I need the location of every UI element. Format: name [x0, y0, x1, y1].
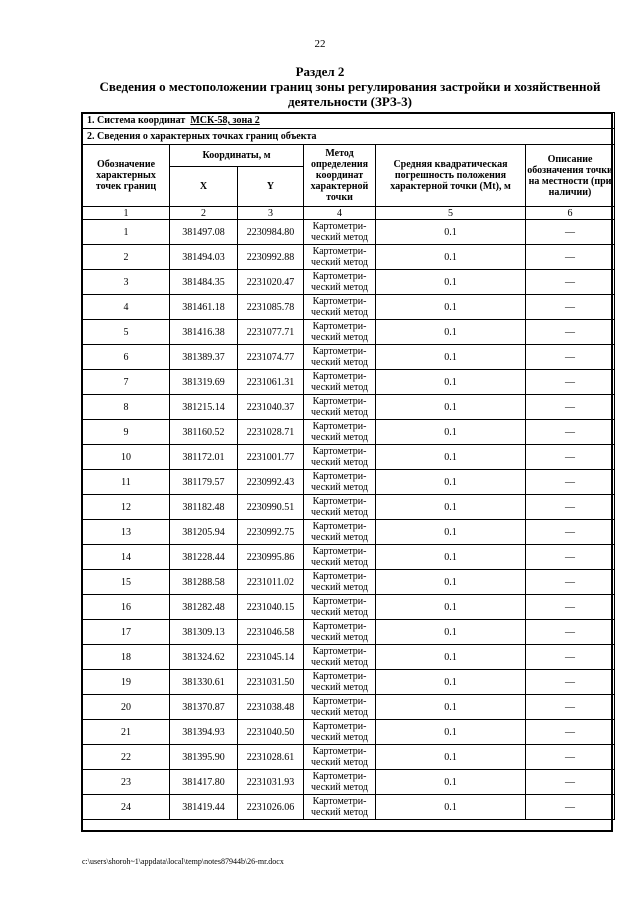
- coord-y-cell: 2231077.71: [238, 320, 304, 345]
- coord-y-cell: 2231028.71: [238, 420, 304, 445]
- error-cell: 0.1: [376, 595, 526, 620]
- table-row: [83, 720, 615, 745]
- method-cell: Картометри-ческий метод: [304, 520, 376, 545]
- footer-file-path: c:\users\shoroh~1\appdata\local\temp\notes87944b\26-mr.docx: [82, 857, 284, 866]
- coord-y-cell: 2231074.77: [238, 345, 304, 370]
- coord-x-cell: 381370.87: [170, 695, 238, 720]
- point-number-cell: 2: [83, 245, 170, 270]
- error-cell: 0.1: [376, 770, 526, 795]
- coord-y-cell: 2231040.37: [238, 395, 304, 420]
- table-row: [83, 695, 615, 720]
- coord-x-cell: 381419.44: [170, 795, 238, 820]
- coord-y-cell: 2231028.61: [238, 745, 304, 770]
- description-cell: —: [526, 320, 615, 345]
- table-row: [83, 770, 615, 795]
- table-row: [83, 245, 615, 270]
- description-cell: —: [526, 345, 615, 370]
- error-cell: 0.1: [376, 520, 526, 545]
- coord-y-cell: 2230992.88: [238, 245, 304, 270]
- coord-x-cell: 381389.37: [170, 345, 238, 370]
- header-method: Метод определения координат характерной точки: [304, 145, 376, 207]
- method-cell: Картометри-ческий метод: [304, 445, 376, 470]
- coord-x-cell: 381394.93: [170, 720, 238, 745]
- coord-x-cell: 381288.58: [170, 570, 238, 595]
- table-row: [83, 545, 615, 570]
- header-coords: Координаты, м: [170, 145, 304, 167]
- column-number: 1: [83, 207, 170, 220]
- error-cell: 0.1: [376, 370, 526, 395]
- coord-x-cell: 381417.80: [170, 770, 238, 795]
- description-cell: —: [526, 520, 615, 545]
- coord-y-cell: 2231026.06: [238, 795, 304, 820]
- header-x: X: [170, 167, 238, 207]
- table-row: [83, 345, 615, 370]
- method-cell: Картометри-ческий метод: [304, 645, 376, 670]
- table-row: [83, 420, 615, 445]
- coord-x-cell: 381324.62: [170, 645, 238, 670]
- table-row: [83, 570, 615, 595]
- coord-system-label: 1. Система координат: [87, 115, 186, 126]
- method-cell: Картометри-ческий метод: [304, 245, 376, 270]
- point-number-cell: 6: [83, 345, 170, 370]
- point-number-cell: 5: [83, 320, 170, 345]
- coord-x-cell: 381309.13: [170, 620, 238, 645]
- coord-x-cell: 381182.48: [170, 495, 238, 520]
- method-cell: Картометри-ческий метод: [304, 220, 376, 245]
- coord-y-cell: 2230995.86: [238, 545, 304, 570]
- error-cell: 0.1: [376, 270, 526, 295]
- description-cell: —: [526, 645, 615, 670]
- method-cell: Картометри-ческий метод: [304, 770, 376, 795]
- table-row: [83, 495, 615, 520]
- coord-x-cell: 381484.35: [170, 270, 238, 295]
- coord-y-cell: 2231061.31: [238, 370, 304, 395]
- point-number-cell: 11: [83, 470, 170, 495]
- point-number-cell: 10: [83, 445, 170, 470]
- coord-y-cell: 2230984.80: [238, 220, 304, 245]
- points-band: 2. Сведения о характерных точках границ объекта: [83, 129, 615, 145]
- error-cell: 0.1: [376, 620, 526, 645]
- method-cell: Картометри-ческий метод: [304, 495, 376, 520]
- point-number-cell: 8: [83, 395, 170, 420]
- method-cell: Картометри-ческий метод: [304, 270, 376, 295]
- error-cell: 0.1: [376, 570, 526, 595]
- coord-x-cell: 381179.57: [170, 470, 238, 495]
- coord-y-cell: 2231040.15: [238, 595, 304, 620]
- method-cell: Картометри-ческий метод: [304, 570, 376, 595]
- description-cell: —: [526, 395, 615, 420]
- table-row: [83, 620, 615, 645]
- error-cell: 0.1: [376, 320, 526, 345]
- coord-y-cell: 2230990.51: [238, 495, 304, 520]
- point-number-cell: 24: [83, 795, 170, 820]
- error-cell: 0.1: [376, 295, 526, 320]
- coord-y-cell: 2231020.47: [238, 270, 304, 295]
- error-cell: 0.1: [376, 445, 526, 470]
- coord-y-cell: 2230992.43: [238, 470, 304, 495]
- table-row: [83, 795, 615, 820]
- method-cell: Картометри-ческий метод: [304, 370, 376, 395]
- point-number-cell: 7: [83, 370, 170, 395]
- column-number: 2: [170, 207, 238, 220]
- error-cell: 0.1: [376, 695, 526, 720]
- point-number-cell: 13: [83, 520, 170, 545]
- method-cell: Картометри-ческий метод: [304, 470, 376, 495]
- point-number-cell: 16: [83, 595, 170, 620]
- coord-y-cell: 2230992.75: [238, 520, 304, 545]
- coord-y-cell: 2231085.78: [238, 295, 304, 320]
- description-cell: —: [526, 545, 615, 570]
- coord-x-cell: 381319.69: [170, 370, 238, 395]
- description-cell: —: [526, 470, 615, 495]
- error-cell: 0.1: [376, 420, 526, 445]
- table-row: [83, 670, 615, 695]
- section-heading: Раздел 2: [295, 64, 345, 79]
- description-cell: —: [526, 595, 615, 620]
- description-cell: —: [526, 245, 615, 270]
- description-cell: —: [526, 770, 615, 795]
- table-row: [83, 445, 615, 470]
- column-number: 6: [526, 207, 615, 220]
- coord-x-cell: 381160.52: [170, 420, 238, 445]
- column-number: 3: [238, 207, 304, 220]
- coord-y-cell: 2231046.58: [238, 620, 304, 645]
- table-row: [83, 520, 615, 545]
- method-cell: Картометри-ческий метод: [304, 545, 376, 570]
- table-row: [83, 395, 615, 420]
- coord-y-cell: 2231038.48: [238, 695, 304, 720]
- coord-x-cell: 381282.48: [170, 595, 238, 620]
- coord-y-cell: 2231040.50: [238, 720, 304, 745]
- table-row: [83, 220, 615, 245]
- description-cell: —: [526, 620, 615, 645]
- point-number-cell: 23: [83, 770, 170, 795]
- description-cell: —: [526, 220, 615, 245]
- method-cell: Картометри-ческий метод: [304, 320, 376, 345]
- coord-x-cell: 381228.44: [170, 545, 238, 570]
- point-number-cell: 19: [83, 670, 170, 695]
- coord-x-cell: 381395.90: [170, 745, 238, 770]
- description-cell: —: [526, 445, 615, 470]
- method-cell: Картометри-ческий метод: [304, 745, 376, 770]
- column-numbers-row: [83, 207, 615, 220]
- method-cell: Картометри-ческий метод: [304, 345, 376, 370]
- error-cell: 0.1: [376, 245, 526, 270]
- description-cell: —: [526, 670, 615, 695]
- point-number-cell: 4: [83, 295, 170, 320]
- method-cell: Картометри-ческий метод: [304, 695, 376, 720]
- error-cell: 0.1: [376, 795, 526, 820]
- coord-x-cell: 381215.14: [170, 395, 238, 420]
- table-row: [83, 745, 615, 770]
- header-y: Y: [238, 167, 304, 207]
- error-cell: 0.1: [376, 670, 526, 695]
- table-row: [83, 370, 615, 395]
- method-cell: Картометри-ческий метод: [304, 595, 376, 620]
- coord-x-cell: 381497.08: [170, 220, 238, 245]
- coord-x-cell: 381330.61: [170, 670, 238, 695]
- method-cell: Картометри-ческий метод: [304, 420, 376, 445]
- point-number-cell: 1: [83, 220, 170, 245]
- coord-system-band: [83, 113, 615, 129]
- description-cell: —: [526, 270, 615, 295]
- coord-y-cell: 2231031.93: [238, 770, 304, 795]
- description-cell: —: [526, 795, 615, 820]
- header-error: Средняя квадратическая погрешность положения характерной точки (Mt), м: [376, 145, 526, 207]
- error-cell: 0.1: [376, 545, 526, 570]
- error-cell: 0.1: [376, 220, 526, 245]
- method-cell: Картометри-ческий метод: [304, 720, 376, 745]
- column-number: 5: [376, 207, 526, 220]
- description-cell: —: [526, 370, 615, 395]
- method-cell: Картометри-ческий метод: [304, 670, 376, 695]
- method-cell: Картометри-ческий метод: [304, 620, 376, 645]
- table-row: [83, 595, 615, 620]
- coord-y-cell: 2231031.50: [238, 670, 304, 695]
- point-number-cell: 21: [83, 720, 170, 745]
- description-cell: —: [526, 570, 615, 595]
- coord-y-cell: 2231001.77: [238, 445, 304, 470]
- method-cell: Картометри-ческий метод: [304, 295, 376, 320]
- coord-y-cell: 2231011.02: [238, 570, 304, 595]
- description-cell: —: [526, 295, 615, 320]
- coord-x-cell: 381416.38: [170, 320, 238, 345]
- error-cell: 0.1: [376, 495, 526, 520]
- page-number: 22: [314, 38, 326, 50]
- error-cell: 0.1: [376, 720, 526, 745]
- description-cell: —: [526, 420, 615, 445]
- coord-x-cell: 381461.18: [170, 295, 238, 320]
- point-number-cell: 20: [83, 695, 170, 720]
- coord-x-cell: 381205.94: [170, 520, 238, 545]
- error-cell: 0.1: [376, 395, 526, 420]
- table-row: [83, 320, 615, 345]
- coord-y-cell: 2231045.14: [238, 645, 304, 670]
- point-number-cell: 9: [83, 420, 170, 445]
- point-number-cell: 15: [83, 570, 170, 595]
- method-cell: Картометри-ческий метод: [304, 395, 376, 420]
- error-cell: 0.1: [376, 745, 526, 770]
- point-number-cell: 17: [83, 620, 170, 645]
- error-cell: 0.1: [376, 645, 526, 670]
- header-designation: Обозначение характерных точек границ: [83, 145, 170, 207]
- coord-system-value: МСК-58, зона 2: [190, 115, 260, 126]
- method-cell: Картометри-ческий метод: [304, 795, 376, 820]
- table-row: [83, 645, 615, 670]
- table-row: [83, 270, 615, 295]
- description-cell: —: [526, 495, 615, 520]
- point-number-cell: 22: [83, 745, 170, 770]
- error-cell: 0.1: [376, 345, 526, 370]
- table-row: [83, 470, 615, 495]
- description-cell: —: [526, 695, 615, 720]
- description-cell: —: [526, 745, 615, 770]
- error-cell: 0.1: [376, 470, 526, 495]
- point-number-cell: 14: [83, 545, 170, 570]
- table-row: [83, 295, 615, 320]
- description-cell: —: [526, 720, 615, 745]
- point-number-cell: 18: [83, 645, 170, 670]
- point-number-cell: 12: [83, 495, 170, 520]
- column-number: 4: [304, 207, 376, 220]
- coord-x-cell: 381172.01: [170, 445, 238, 470]
- point-number-cell: 3: [83, 270, 170, 295]
- header-description: Описание обозначения точки на местности (при наличии): [526, 145, 615, 207]
- coord-x-cell: 381494.03: [170, 245, 238, 270]
- boundary-points-table: [82, 112, 615, 820]
- document-title: Сведения о местоположении границ зоны регулирования застройки и хозяйственной деятельности (ЗРЗ-3): [99, 79, 601, 109]
